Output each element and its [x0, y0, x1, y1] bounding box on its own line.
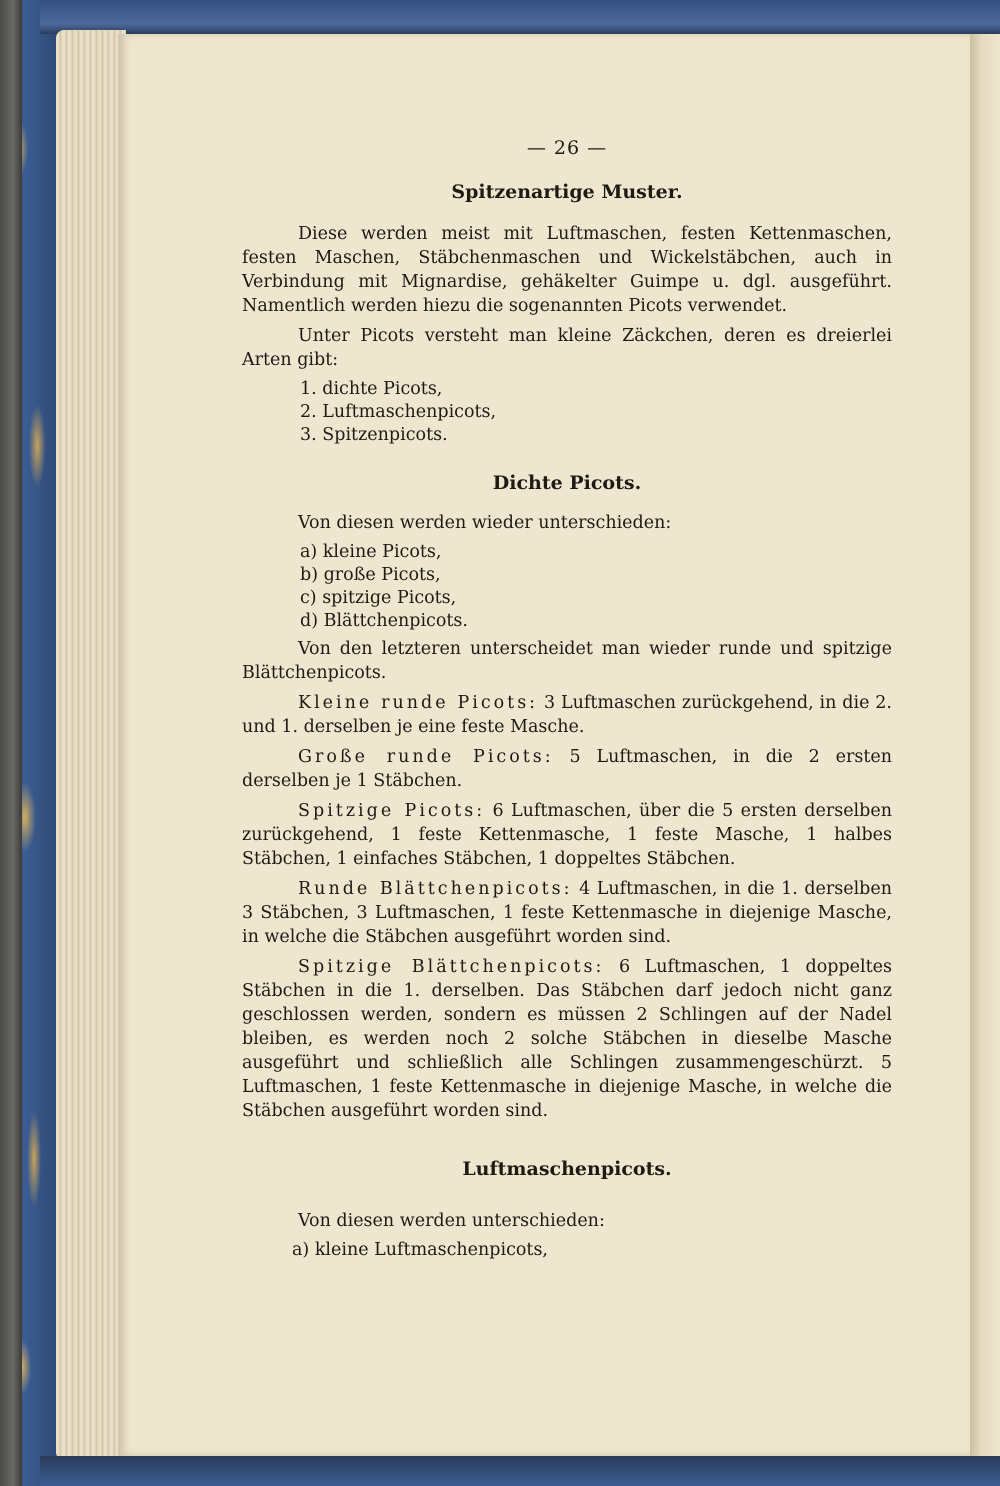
book-binding	[0, 0, 22, 1486]
list-item: c) spitzige Picots,	[300, 588, 457, 608]
book-cover-bottom	[40, 1456, 1000, 1486]
intro-paragraph: Diese werden meist mit Luftmaschen, festen Kettenmaschen, festen Maschen, Stäbchenmaschen und Wickelstäbchen, auch in Verbindung mit Mignardise, gehäkelter Guimpe u. dgl. ausgeführt. Namentlich werden hiezu die sogenannten Picots verwendet.	[242, 224, 892, 316]
instruction-term: Kleine runde Picots:	[298, 693, 539, 713]
leaf-variants: Von den letzteren unterscheidet man wieder runde und spitzige Blättchenpicots.	[242, 639, 892, 683]
list-item: 3. Spitzenpicots.	[300, 425, 448, 445]
page-number: — 26 —	[526, 137, 608, 159]
page-edges	[56, 30, 126, 1460]
page-right-edge	[970, 34, 1000, 1456]
list-item: a) kleine Luftmaschenpicots,	[292, 1240, 548, 1260]
instruction-paragraph	[242, 691, 892, 739]
instruction-term: Runde Blättchenpicots:	[298, 879, 573, 899]
heading-dense-picots: Dichte Picots.	[492, 472, 642, 494]
instruction-paragraph	[242, 745, 892, 793]
picot-types-list	[242, 378, 892, 447]
heading-chain-picots: Luftmaschenpicots.	[462, 1158, 672, 1180]
instruction-text: 4 Luftmaschen, in die 1. derselben 3 Stäbchen, 3 Luftmaschen, 1 feste Kettenmasche in diejenige Masche, in welche die Stäbchen ausgeführt worden sind.	[242, 879, 893, 947]
instruction-term: Spitzige Picots:	[298, 801, 486, 821]
book-cover-left	[0, 0, 62, 1486]
instruction-text: 6 Luftmaschen, 1 doppeltes Stäbchen in die 1. derselben. Das Stäbchen darf jedoch nicht ganz geschlossen werden, sondern es müssen 2 Schlingen auf der Nadel bleiben, es werden noch 2 solche Stäbchen in dieselbe Masche ausgeführt und schließlich alle Schlingen zusammengeschürzt. 5 Luftmaschen, 1 feste Kettenmasche in diejenige Masche, in welche die Stäbchen ausgeführt worden sind.	[242, 957, 892, 1121]
instruction-paragraph	[242, 877, 892, 949]
page-text	[242, 130, 892, 1266]
list-item: 2. Luftmaschenpicots,	[300, 402, 497, 422]
instruction-text: 6 Luftmaschen, über die 5 ersten derselben zurückgehend, 1 feste Kettenmasche, 1 feste Masche, 1 halbes Stäbchen, 1 einfaches Stäbchen, 1 doppeltes Stäbchen.	[242, 801, 892, 869]
list-item: a) kleine Picots,	[300, 542, 442, 562]
list-item: 1. dichte Picots,	[300, 379, 443, 399]
list-item: b) große Picots,	[300, 565, 441, 585]
instruction-term: Große runde Picots:	[298, 747, 554, 767]
instruction-paragraph	[242, 799, 892, 871]
heading-main: Spitzenartige Muster.	[451, 181, 683, 203]
instruction-term: Spitzige Blättchenpicots:	[298, 957, 605, 977]
dense-types-list	[242, 541, 892, 633]
instruction-text: 3 Luftmaschen zurückgehend, in die 2. und 1. derselben je eine feste Masche.	[242, 693, 892, 737]
instruction-paragraph	[242, 955, 892, 1123]
book-cover-top	[40, 0, 1000, 34]
picot-definition: Unter Picots versteht man kleine Zäckchen, deren es dreierlei Arten gibt:	[242, 326, 892, 370]
instruction-text: 5 Luftmaschen, in die 2 ersten derselben je 1 Stäbchen.	[242, 747, 893, 791]
list-item: d) Blättchenpicots.	[300, 611, 468, 631]
chain-intro: Von diesen werden unterschieden:	[298, 1211, 605, 1231]
dense-intro: Von diesen werden wieder unterschieden:	[298, 513, 672, 533]
chain-types-list	[242, 1239, 892, 1262]
